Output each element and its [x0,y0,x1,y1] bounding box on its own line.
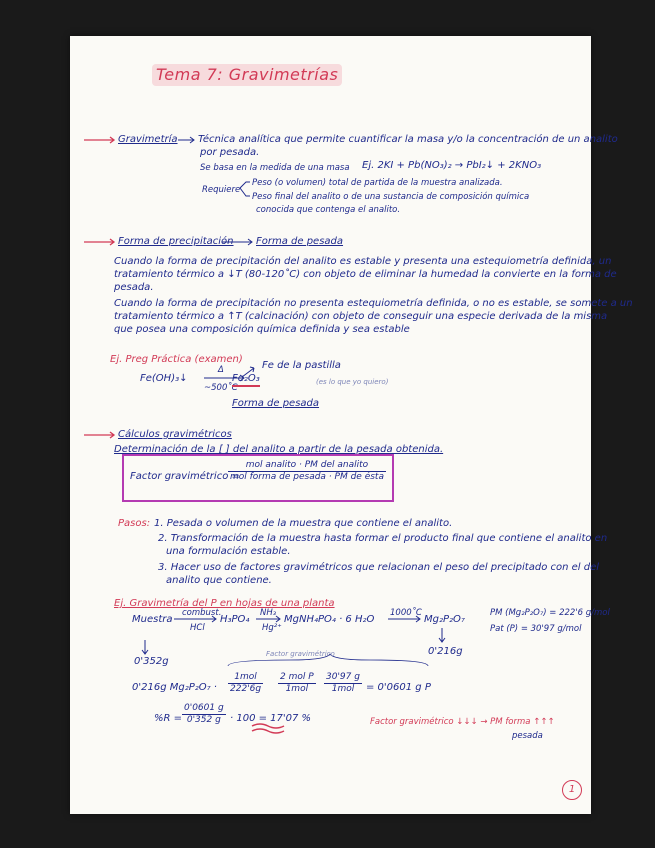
molar-mass-1: PM (Mg₂P₂O₇) = 222'6 g/mol [490,608,610,618]
calc-fraction-1-num: 1mol [228,672,263,684]
calc-fraction-2 [278,672,316,695]
definition-line-1: Técnica analítica que permite cuantificar la masa y/o la concentración de un analito [198,134,618,145]
percent-numerator: 0'0601 g [184,703,224,713]
arrow-1-top: combust. [182,608,222,618]
phosphoric-acid: H₃PO₄ [220,614,250,625]
factor-fraction [228,460,386,483]
paragraph-2-line-3: que posea una composición química definida y sea estable [114,324,410,335]
percent-label: %R = [154,713,183,724]
requirement-1: Peso (o volumen) total de partida de la muestra analizada. [252,178,503,188]
calc-fraction-3-den: 1mol [331,684,355,694]
calc-fraction-2-den: 1mol [285,684,309,694]
forma-precipitacion-label: Forma de precipitación [118,236,234,247]
percent-result: · 100 = 17'07 % [230,713,312,724]
step-2-cont: una formulación estable. [166,546,291,557]
basis-line: Se basa en la medida de una masa [200,163,350,173]
step-3: 3. Hacer uso de factores gravimétricos que relacionan el peso del precipitado con el del [158,562,600,573]
factor-numerator: mol analito · PM del analito [228,460,386,472]
calc-fraction-2-num: 2 mol P [280,672,314,682]
exam-example-label: Ej. Preg Práctica (examen) [110,354,243,365]
arrow-2-bottom: Hg²⁺ [262,623,282,633]
calc-fraction-1 [228,672,263,695]
definition-line-2: por pesada. [200,147,260,158]
page-title: Tema 7: Gravimetrías [156,65,339,84]
paragraph-1-line-3: pesada. [114,282,154,293]
arrow-2-top: NH₃ [260,608,277,618]
paragraph-1-line-1: Cuando la forma de precipitación del analito es estable y presenta una estequiometría definida, un [114,256,612,267]
atomic-mass-p: Pat (P) = 30'97 g/mol [490,624,582,634]
forma-pesada-label: Forma de pesada [256,236,344,247]
steps-label: Pasos: [118,518,151,529]
example-title: Ej. Gravimetría del P en hojas de una planta [114,598,335,609]
paragraph-2-line-2: tratamiento térmico a ↑T (calcinación) con objeto de conseguir una especie derivada de la misma [114,311,608,322]
paragraph-2-line-1: Cuando la forma de precipitación no presenta estequiometría definida, o no es estable, se somete a un [114,298,633,309]
iron-hydroxide: Fe(OH)₃↓ [140,373,188,384]
iron-pellet: Fe de la pastilla [262,360,341,371]
struvite-precipitate: MgNH₄PO₄ · 6 H₂O [284,614,375,625]
calc-fraction-3 [324,672,362,695]
decorations [70,36,591,814]
conclusion-note: Factor gravimétrico ↓↓↓ → PM forma ↑↑↑ [370,717,555,727]
heat-symbol: Δ [218,365,224,375]
calc-fraction-1-den: 222'6g [230,684,262,694]
calc-start: 0'216g Mg₂P₂O₇ · [132,682,217,693]
gravimetric-factor-box [122,454,394,502]
factor-brace-label: Factor gravimétrico [266,650,335,658]
pyrophosphate: Mg₂P₂O₇ [424,614,465,625]
step-3-cont: analito que contiene. [166,575,272,586]
requirement-2: Peso final del analito o de una sustancia de composición química [252,192,530,202]
step-1: 1. Pesada o volumen de la muestra que contiene el analito. [154,518,453,529]
factor-denominator: mol forma de pesada · PM de ésta [230,472,384,482]
example-reaction: Ej. 2KI + Pb(NO₃)₂ → PbI₂↓ + 2KNO₃ [362,160,542,171]
side-note: (es lo que yo quiero) [316,378,389,386]
page-number: 1 [562,780,582,800]
iron-oxide: Fe₂O₃ [232,373,260,387]
heat-temperature: ~500˚C [204,383,238,393]
section-gravimetria-label: Gravimetría [118,134,178,145]
sample-label: Muestra [132,614,173,625]
calc-fraction-3-num: 30'97 g [326,672,360,682]
notebook-page [70,36,633,814]
weighing-form-caption: Forma de pesada [232,398,320,409]
step-2: 2. Transformación de la muestra hasta formar el producto final que contiene el analito en [158,533,608,544]
arrow-1-bottom: HCl [190,623,205,633]
conclusion-note-cont: pesada [512,731,543,741]
requirement-2-cont: conocida que contenga el analito. [256,205,401,215]
sample-mass: 0'352g [134,656,169,667]
determination-line: Determinación de la [ ] del analito a partir de la pesada obtenida. [114,444,444,455]
arrow-3-top: 1000˚C [390,608,422,618]
precipitate-mass: 0'216g [428,646,463,657]
requiere-label: Requiere [202,185,241,195]
percent-fraction [182,703,226,726]
paragraph-1-line-2: tratamiento térmico a ↓T (80-120˚C) con objeto de eliminar la humedad la convierte en la forma de [114,269,617,280]
calc-result: = 0'0601 g P [366,682,431,693]
percent-denominator: 0'352 g [186,715,221,725]
calculos-label: Cálculos gravimétricos [118,429,232,440]
factor-label: Factor gravimétrico = [130,471,240,482]
